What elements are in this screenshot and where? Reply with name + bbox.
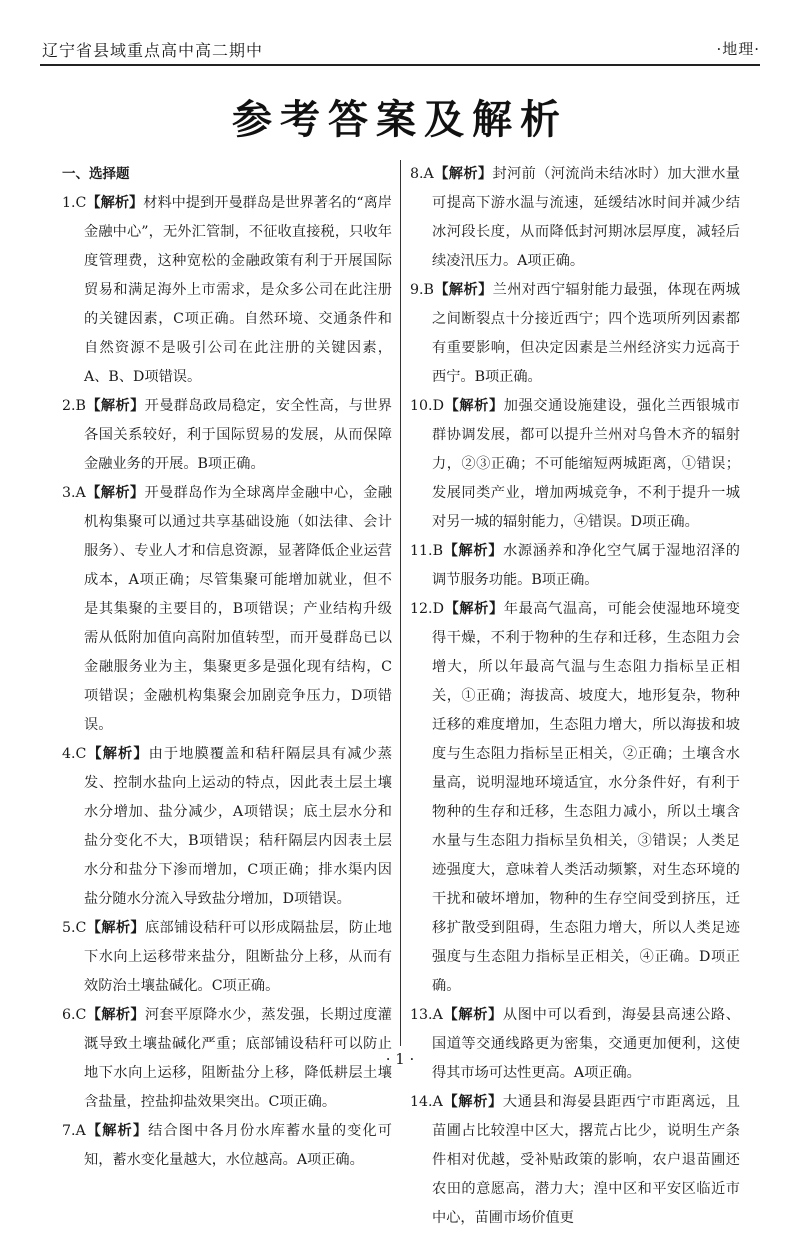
- answer-item: [62, 740, 392, 914]
- answer-item: [410, 537, 740, 595]
- answer-text: 从图中可以看到，海晏县高速公路、国道等交通线路更为密集，交通更加便利，这使得其市场可达性更高。A项正确。: [432, 1007, 740, 1081]
- answer-text: 兰州对西宁辐射能力最强，体现在两城之间断裂点十分接近西宁；四个选项所列因素都有重要影响，但决定因素是兰州经济实力远高于西宁。B项正确。: [432, 282, 740, 385]
- analysis-tag: 【解析】: [85, 1123, 149, 1139]
- answer-item: [410, 276, 740, 392]
- answer-number: 8.A: [410, 166, 434, 182]
- answer-text: 河套平原降水少，蒸发强，长期过度灌溉导致土壤盐碱化严重；底部铺设秸秆可以防止地下水向上运移，阻断盐分上移，降低耕层土壤含盐量，控盐抑盐效果突出。C项正确。: [84, 1007, 392, 1110]
- answer-text: 加强交通设施建设，强化兰西银城市群协调发展，都可以提升兰州对乌鲁木齐的辐射力，②③正确；不可能缩短两城距离，①错误；发展同类产业，增加两城竞争，不利于提升一城对另一城的辐射能力，④错误。D项正确。: [432, 398, 740, 530]
- page-number: · 1 ·: [385, 1050, 415, 1068]
- answer-text: 材料中提到开曼群岛是世界著名的“离岸金融中心”，无外汇管制，不征收直接税，只收年度管理费，这种宽松的金融政策有利于开展国际贸易和满足海外上市需求，是众多公司在此注册的关键因素，C项正确。自然环境、交通条件和自然资源不是吸引公司在此注册的关键因素，A、B、D项错误。: [84, 195, 392, 385]
- answer-item: [62, 189, 392, 392]
- analysis-tag: 【解析】: [85, 398, 145, 414]
- answer-text: 大通县和海晏县距西宁市距离远，且苗圃占比较湟中区大，撂荒占比少，说明生产条件相对优越，受补贴政策的影响，农户退苗圃还农田的意愿高，潜力大；湟中区和平安区临近市中心，苗圃市场价值更: [432, 1094, 740, 1226]
- answer-number: 2.B: [62, 398, 86, 414]
- answer-number: 9.B: [410, 282, 434, 298]
- answer-item: [62, 392, 392, 479]
- analysis-tag: 【解析】: [433, 166, 493, 182]
- answer-item: [62, 1117, 392, 1175]
- column-divider: [400, 160, 401, 1046]
- answer-text: 结合图中各月份水库蓄水量的变化可知，蓄水变化量越大，水位越高。A项正确。: [84, 1123, 392, 1168]
- answer-text: 由于地膜覆盖和秸秆隔层具有减少蒸发、控制水盐向上运动的特点，因此表土层土壤水分增加、盐分减少，A项错误；底土层水分和盐分变化不大，B项错误；秸秆隔层内因表土层水分和盐分下渗而增加，C项正确；排水渠内因盐分随水分流入导致盐分增加，D项错误。: [84, 746, 392, 907]
- analysis-tag: 【解析】: [433, 282, 493, 298]
- answer-item: [410, 1088, 740, 1233]
- left-column: [62, 160, 392, 1168]
- analysis-tag: 【解析】: [442, 1094, 503, 1110]
- answer-item: [410, 392, 740, 537]
- answer-text: 封河前（河流尚未结冰时）加大泄水量可提高下游水温与流速，延缓结冰时间并减少结冰河段长度，从而降低封河期冰层厚度，减轻后续凌汛压力。A项正确。: [432, 166, 740, 269]
- answer-number: 11.B: [410, 543, 443, 559]
- analysis-tag: 【解析】: [443, 398, 504, 414]
- answer-item: [410, 595, 740, 1001]
- analysis-tag: 【解析】: [85, 485, 145, 501]
- page-title: 参考答案及解析: [232, 97, 568, 143]
- answer-text: 年最高气温高，可能会使湿地环境变得干燥，不利于物种的生存和迁移，生态阻力会增大，所以年最高气温与生态阻力指标呈正相关，①正确；海拔高、坡度大，地形复杂，物种迁移的难度增加，生态阻力增大，所以海拔和坡度与生态阻力指标呈正相关，②正确；土壤含水量高，说明湿地环境适宜，水分条件好，有利于物种的生存和迁移，生态阻力减小，所以土壤含水量与生态阻力指标呈负相关，③错误；人类足迹强度大，意味着人类活动频繁，对生态环境的干扰和破坏增加，物种的生存空间受到挤压，迁移扩散受到阻碍，生态阻力增大，所以人类足迹强度与生态阻力指标呈正相关，④正确。D项正确。: [432, 601, 740, 994]
- right-column: [410, 160, 740, 1226]
- answer-item: [410, 1001, 740, 1088]
- answer-text: 水源涵养和净化空气属于湿地沼泽的调节服务功能。B项正确。: [432, 543, 740, 588]
- analysis-tag: 【解析】: [443, 601, 504, 617]
- page-header: [40, 34, 760, 66]
- analysis-tag: 【解析】: [86, 746, 149, 762]
- analysis-tag: 【解析】: [443, 543, 504, 559]
- subject-label: ·地理·: [716, 40, 760, 58]
- answer-number: 7.A: [62, 1123, 86, 1139]
- answer-number: 3.A: [62, 485, 86, 501]
- answer-number: 4.C: [62, 746, 87, 762]
- exam-name: 辽宁省县域重点高中高二期中: [42, 41, 264, 60]
- answer-item: [62, 914, 392, 1001]
- section-title: 一、选择题: [62, 166, 130, 182]
- answer-number: 14.A: [410, 1094, 443, 1110]
- answer-number: 5.C: [62, 920, 87, 936]
- analysis-tag: 【解析】: [86, 1007, 145, 1023]
- analysis-tag: 【解析】: [86, 920, 145, 936]
- answer-number: 6.C: [62, 1007, 87, 1023]
- answer-number: 1.C: [62, 195, 87, 211]
- answer-text: 开曼群岛作为全球离岸金融中心，金融机构集聚可以通过共享基础设施（如法律、会计服务）、专业人才和信息资源，显著降低企业运营成本，A项正确；尽管集聚可能增加就业，但不是其集聚的主要目的，B项错误；产业结构升级需从低附加值向高附加值转型，而开曼群岛已以金融服务业为主，集聚更多是强化现有结构，C项错误；金融机构集聚会加剧竞争压力，D项错误。: [84, 485, 392, 733]
- answer-number: 10.D: [410, 398, 444, 414]
- answer-text: 开曼群岛政局稳定，安全性高，与世界各国关系较好，利于国际贸易的发展，从而保障金融业务的开展。B项正确。: [84, 398, 392, 472]
- answer-number: 13.A: [410, 1007, 443, 1023]
- answer-text: 底部铺设秸秆可以形成隔盐层，防止地下水向上运移带来盐分，阻断盐分上移，从而有效防治土壤盐碱化。C项正确。: [84, 920, 392, 994]
- answer-item: [410, 160, 740, 276]
- analysis-tag: 【解析】: [86, 195, 144, 211]
- analysis-tag: 【解析】: [442, 1007, 503, 1023]
- answer-item: [62, 479, 392, 740]
- answer-number: 12.D: [410, 601, 444, 617]
